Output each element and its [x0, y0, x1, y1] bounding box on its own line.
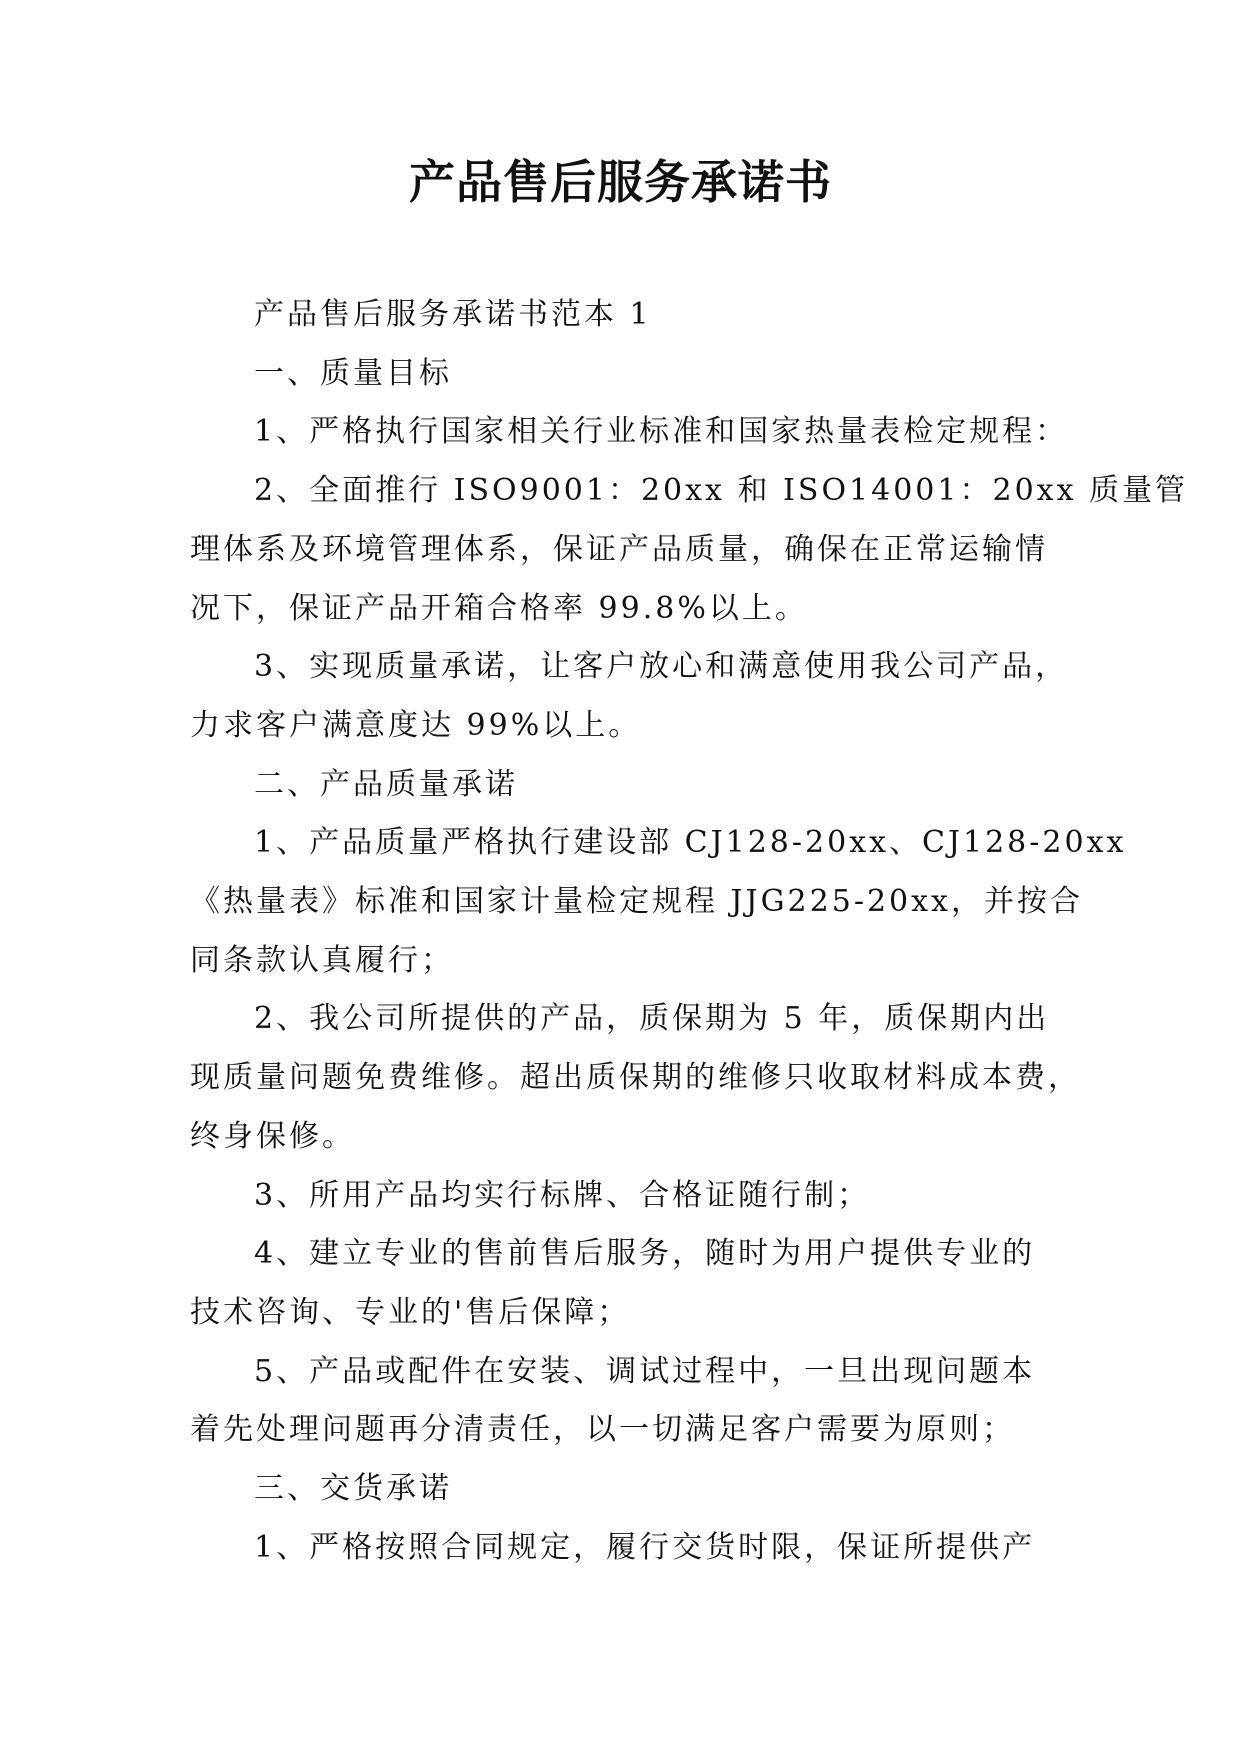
document-line: 1、严格执行国家相关行业标准和国家热量表检定规程： [254, 414, 1069, 450]
document-line: 终身保修。 [190, 1118, 355, 1154]
section-heading: 一、质量目标 [254, 355, 452, 391]
document-title: 产品售后服务承诺书 [409, 155, 832, 209]
document-line: 产品售后服务承诺书范本 1 [254, 297, 652, 332]
document-line: 着先处理问题再分清责任，以一切满足客户需要为原则； [190, 1412, 1015, 1448]
document-line: 1、严格按照合同规定，履行交货时限，保证所提供产 [254, 1529, 1036, 1565]
document-line: 力求客户满意度达 99%以上。 [190, 707, 642, 743]
document-line: 况下，保证产品开箱合格率 99.8%以上。 [190, 590, 808, 626]
document-line: 《热量表》标准和国家计量检定规程 JJG225-20xx，并按合 [190, 884, 1083, 920]
document-line: 4、建立专业的售前售后服务，随时为用户提供专业的 [254, 1236, 1036, 1272]
section-heading: 三、交货承诺 [254, 1471, 452, 1507]
document-line: 现质量问题免费维修。超出质保期的维修只收取材料成本费， [190, 1060, 1081, 1096]
document-body [190, 286, 1189, 1577]
document-line: 1、产品质量严格执行建设部 CJ128-20xx、CJ128-20xx [254, 825, 1127, 861]
document-line: 同条款认真履行； [190, 942, 454, 978]
document-line: 2、全面推行 ISO9001：20xx 和 ISO14001：20xx 质量管 [254, 473, 1189, 509]
section-heading: 二、产品质量承诺 [254, 766, 518, 802]
document-line: 3、所用产品均实行标牌、合格证随行制； [254, 1177, 871, 1213]
document-line: 5、产品或配件在安装、调试过程中，一旦出现问题本 [254, 1353, 1036, 1389]
document-line: 理体系及环境管理体系，保证产品质量，确保在正常运输情 [190, 531, 1048, 567]
document-line: 技术咨询、专业的'售后保障； [190, 1294, 631, 1330]
document-line: 2、我公司所提供的产品，质保期为 5 年，质保期内出 [254, 1001, 1050, 1037]
document-line: 3、实现质量承诺，让客户放心和满意使用我公司产品， [254, 649, 1069, 685]
